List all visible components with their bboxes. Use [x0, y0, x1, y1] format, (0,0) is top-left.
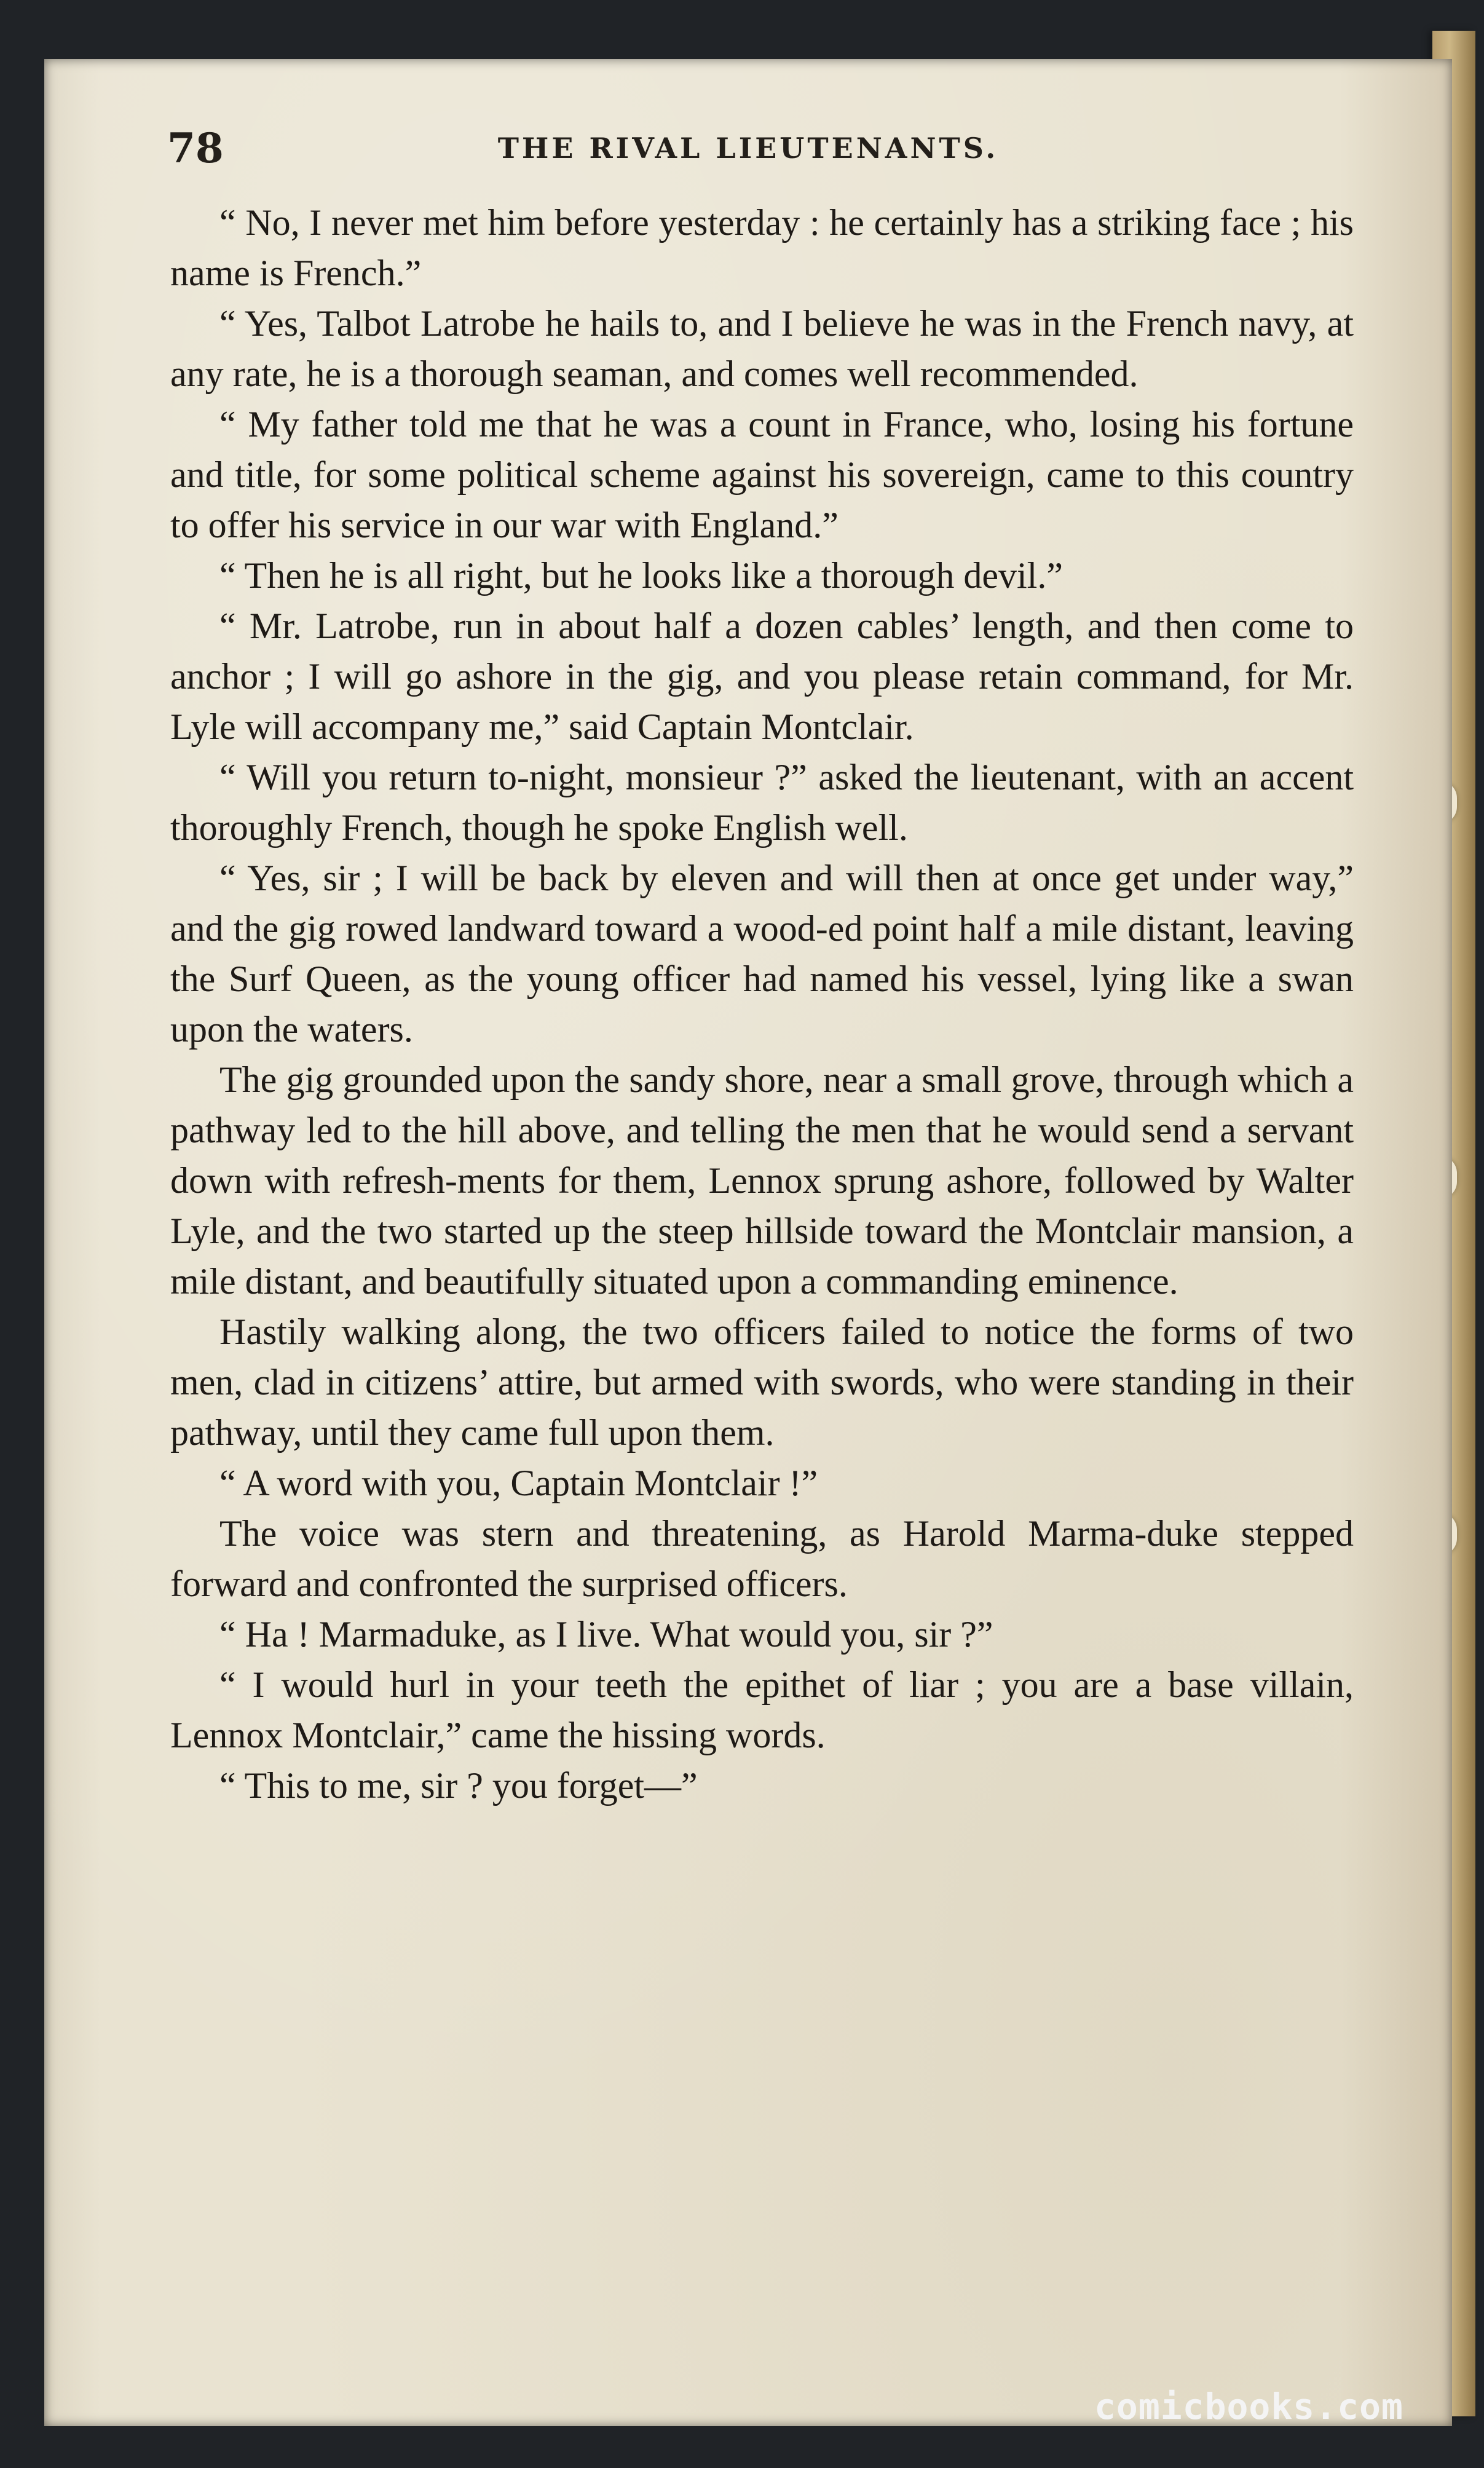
paragraph: “ Will you return to-night, monsieur ?” asked the lieutenant, with an accent thoroughly French, though he spoke English well.: [170, 757, 1354, 848]
running-title: THE RIVAL LIEUTENANTS.: [497, 132, 999, 165]
paragraph: “ My father told me that he was a count in France, who, losing his fortune and title, for some political scheme against his sovereign, came to this country to offer his service in our war with England.”: [170, 404, 1354, 545]
paragraph: Hastily walking along, the two officers failed to notice the forms of two men, clad in citizens’ attire, but armed with swords, who were standing in their pathway, until they came full upon them.: [170, 1311, 1354, 1453]
paragraph: “ A word with you, Captain Montclair !”: [219, 1463, 818, 1503]
page-number: 78: [167, 124, 224, 172]
paragraph: The gig grounded upon the sandy shore, near a small grove, through which a pathway led to the hill above, and telling the men that he would send a servant down with refresh-ments for them, Lennox sprung ashore, followed by Walter Lyle, and the two started up the steep hillside toward the Montclair mansion, a mile distant, and beautifully situated upon a commanding eminence.: [170, 1059, 1354, 1302]
paragraph: “ This to me, sir ? you forget—”: [219, 1765, 698, 1806]
body-text: [170, 197, 1354, 2386]
paragraph: “ Yes, Talbot Latrobe he hails to, and I believe he was in the French navy, at any rate, he is a thorough seaman, and comes well recommended.: [170, 303, 1354, 394]
paragraph: “ Then he is all right, but he looks like a thorough devil.”: [219, 555, 1063, 596]
paragraph: “ Yes, sir ; I will be back by eleven and will then at once get under way,” and the gig rowed landward toward a wood-ed point half a mile distant, leaving the Surf Queen, as the young officer had named his vessel, lying like a swan upon the waters.: [170, 858, 1354, 1050]
book-page: [44, 59, 1452, 2426]
watermark: comicbooks.com: [1094, 2386, 1403, 2427]
running-head: [44, 114, 1452, 182]
paragraph: “ No, I never met him before yesterday : he certainly has a striking face ; his name is French.”: [170, 202, 1354, 293]
paragraph: “ Mr. Latrobe, run in about half a dozen cables’ length, and then come to anchor ; I will go ashore in the gig, and you please retain command, for Mr. Lyle will accompany me,” said Captain Montclair.: [170, 606, 1354, 747]
paragraph: “ Ha ! Marmaduke, as I live. What would you, sir ?”: [219, 1614, 993, 1655]
paragraph: “ I would hurl in your teeth the epithet of liar ; you are a base villain, Lennox Montclair,” came the hissing words.: [170, 1664, 1354, 1755]
paragraph: The voice was stern and threatening, as Harold Marma-duke stepped forward and confronted the surprised officers.: [170, 1513, 1354, 1604]
